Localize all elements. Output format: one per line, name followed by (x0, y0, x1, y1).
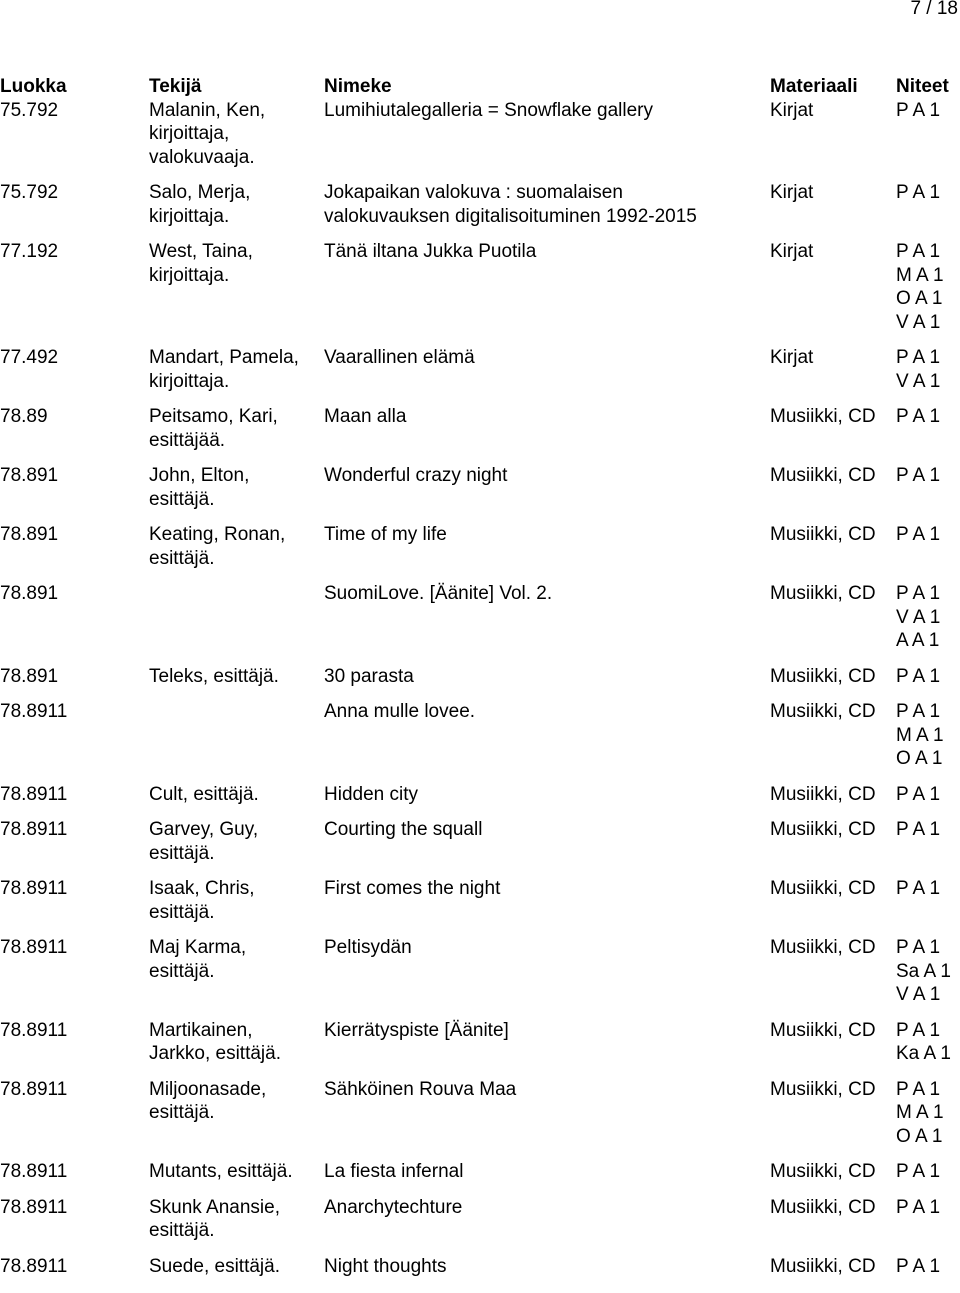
table-row (0, 700, 960, 771)
material-cell: Musiikki, CD (770, 583, 876, 604)
title-cell (324, 877, 770, 901)
notes-cell-line: M A 1 (896, 1102, 944, 1123)
title-cell (324, 783, 770, 807)
author-cell-line: Maj Karma, (149, 937, 247, 958)
author-cell (149, 665, 324, 689)
title-cell-line: Wonderful crazy night (324, 465, 508, 486)
author-cell (149, 1078, 324, 1125)
author-cell (149, 405, 324, 452)
class-cell: 78.8911 (0, 878, 68, 899)
title-cell-line: Maan alla (324, 406, 407, 427)
material-cell: Musiikki, CD (770, 1196, 876, 1218)
title-cell (324, 181, 770, 228)
class-cell: 78.891 (0, 583, 59, 604)
author-cell-line: esittäjä. (149, 842, 215, 864)
table-row (0, 1160, 960, 1184)
author-cell-line: kirjoittaja. (149, 205, 230, 227)
table-body (0, 99, 960, 1279)
notes-cell (896, 99, 960, 123)
table-row (0, 665, 960, 689)
column-header-author: Tekijä (149, 76, 202, 97)
title-cell (324, 346, 770, 370)
author-cell-line: esittäjä. (149, 488, 215, 510)
material-cell: Musiikki, CD (770, 937, 876, 958)
notes-cell-line: A A 1 (896, 630, 940, 651)
notes-cell-line: P A 1 (896, 465, 941, 486)
title-cell-line: Kierrätyspiste [Äänite] (324, 1019, 509, 1041)
author-cell-line: Isaak, Chris, (149, 878, 255, 899)
results-table (0, 75, 960, 1290)
class-cell: 78.8911 (0, 1255, 68, 1277)
class-cell: 78.8911 (0, 937, 68, 958)
notes-cell-line: Sa A 1 (896, 960, 951, 982)
title-cell (324, 1196, 770, 1220)
table-row (0, 1019, 960, 1066)
notes-cell (896, 700, 960, 771)
author-cell-line: Keating, Ronan, (149, 524, 286, 545)
notes-cell-line: M A 1 (896, 264, 944, 286)
notes-cell-line: P A 1 (896, 878, 941, 899)
title-cell (324, 99, 770, 123)
material-cell: Musiikki, CD (770, 665, 876, 687)
author-cell (149, 1255, 324, 1279)
title-cell (324, 1160, 770, 1184)
table-row (0, 582, 960, 653)
material-cell: Kirjat (770, 182, 814, 203)
title-cell (324, 405, 770, 429)
title-cell-line: Hidden city (324, 783, 418, 805)
notes-cell (896, 346, 960, 393)
title-cell-line: Jokapaikan valokuva : suomalaisen (324, 182, 623, 203)
title-cell-line: First comes the night (324, 878, 501, 899)
notes-cell (896, 936, 960, 1007)
title-cell (324, 582, 770, 606)
author-cell-line: Cult, esittäjä. (149, 783, 259, 805)
class-cell: 78.8911 (0, 783, 68, 805)
table-row (0, 936, 960, 1007)
class-cell: 75.792 (0, 182, 59, 203)
table-row (0, 783, 960, 807)
title-cell-line: Anarchytechture (324, 1196, 463, 1218)
page-number: 7 / 18 (910, 0, 958, 19)
material-cell: Musiikki, CD (770, 701, 876, 722)
class-cell: 78.8911 (0, 701, 68, 722)
notes-cell-line: P A 1 (896, 937, 941, 958)
table-row (0, 523, 960, 570)
column-header-class: Luokka (0, 76, 67, 97)
title-cell (324, 1255, 770, 1279)
author-cell (149, 936, 324, 983)
column-header-title: Nimeke (324, 76, 392, 97)
author-cell (149, 240, 324, 287)
notes-cell (896, 464, 960, 488)
class-cell: 78.8911 (0, 1078, 68, 1100)
author-cell (149, 1160, 324, 1184)
author-cell (149, 99, 324, 170)
notes-cell-line: P A 1 (896, 1019, 941, 1041)
title-cell (324, 665, 770, 689)
title-cell-line: Anna mulle lovee. (324, 701, 476, 722)
notes-cell-line: P A 1 (896, 819, 941, 840)
material-cell: Kirjat (770, 241, 814, 262)
author-cell-line: kirjoittaja. (149, 370, 230, 392)
notes-cell-line: P A 1 (896, 182, 941, 203)
material-cell: Musiikki, CD (770, 1078, 876, 1100)
notes-cell (896, 1078, 960, 1149)
author-cell-line: Peitsamo, Kari, (149, 406, 278, 427)
author-cell-line: Skunk Anansie, (149, 1196, 280, 1218)
notes-cell (896, 665, 960, 689)
class-cell: 78.8911 (0, 1019, 68, 1041)
title-cell-line: Vaarallinen elämä (324, 347, 475, 368)
notes-cell (896, 818, 960, 842)
title-cell-line: Time of my life (324, 524, 447, 545)
title-cell (324, 523, 770, 547)
column-header-notes: Niteet (896, 76, 949, 97)
class-cell: 78.89 (0, 406, 48, 427)
title-cell-line: Night thoughts (324, 1255, 447, 1277)
class-cell: 78.891 (0, 465, 59, 486)
author-cell-line: Martikainen, (149, 1019, 253, 1041)
table-row (0, 346, 960, 393)
notes-cell-line: V A 1 (896, 984, 941, 1005)
material-cell: Musiikki, CD (770, 1019, 876, 1041)
author-cell (149, 523, 324, 570)
author-cell-line: Salo, Merja, (149, 182, 251, 203)
title-cell-line: Lumihiutalegalleria = Snowflake gallery (324, 99, 653, 121)
class-cell: 78.8911 (0, 1161, 68, 1182)
title-cell-line: 30 parasta (324, 665, 414, 687)
author-cell (149, 181, 324, 228)
notes-cell-line: V A 1 (896, 311, 941, 333)
notes-cell (896, 877, 960, 901)
table-row (0, 99, 960, 170)
notes-cell (896, 783, 960, 807)
author-cell-line: John, Elton, (149, 465, 250, 486)
material-cell: Musiikki, CD (770, 524, 876, 545)
table-row (0, 240, 960, 334)
table-row (0, 1196, 960, 1243)
author-cell-line: esittäjä. (149, 901, 215, 923)
author-cell-line: Mutants, esittäjä. (149, 1161, 293, 1182)
author-cell (149, 1019, 324, 1066)
table-row (0, 1255, 960, 1279)
title-cell (324, 240, 770, 264)
class-cell: 77.192 (0, 241, 59, 262)
notes-cell (896, 1160, 960, 1184)
title-cell-line: Courting the squall (324, 819, 483, 840)
author-cell-line: Jarkko, esittäjä. (149, 1043, 281, 1064)
class-cell: 78.8911 (0, 1196, 68, 1218)
material-cell: Kirjat (770, 99, 814, 121)
notes-cell-line: P A 1 (896, 783, 941, 805)
class-cell: 78.891 (0, 665, 59, 687)
author-cell-line: esittäjä. (149, 547, 215, 569)
notes-cell-line: P A 1 (896, 99, 941, 121)
notes-cell-line: O A 1 (896, 288, 943, 309)
author-cell (149, 346, 324, 393)
material-cell: Musiikki, CD (770, 819, 876, 840)
material-cell: Musiikki, CD (770, 1161, 876, 1182)
author-cell-line: Suede, esittäjä. (149, 1255, 280, 1277)
notes-cell-line: P A 1 (896, 665, 941, 687)
author-cell (149, 464, 324, 511)
notes-cell-line: P A 1 (896, 1255, 941, 1277)
material-cell: Musiikki, CD (770, 878, 876, 899)
title-cell (324, 464, 770, 488)
notes-cell-line: O A 1 (896, 748, 943, 769)
notes-cell (896, 405, 960, 429)
class-cell: 75.792 (0, 99, 59, 121)
title-cell-line: Sähköinen Rouva Maa (324, 1078, 517, 1100)
notes-cell (896, 1019, 960, 1066)
author-cell-line: esittäjää. (149, 429, 226, 451)
table-header (0, 75, 960, 99)
material-cell: Musiikki, CD (770, 406, 876, 427)
table-row (0, 877, 960, 924)
author-cell-line: esittäjä. (149, 1102, 215, 1123)
notes-cell-line: P A 1 (896, 583, 941, 604)
notes-cell (896, 582, 960, 653)
notes-cell-line: P A 1 (896, 1078, 941, 1100)
author-cell-line: Mandart, Pamela, (149, 347, 299, 368)
title-cell (324, 1078, 770, 1102)
title-cell (324, 700, 770, 724)
title-cell (324, 818, 770, 842)
notes-cell (896, 1255, 960, 1279)
material-cell: Musiikki, CD (770, 465, 876, 486)
author-cell-line: Teleks, esittäjä. (149, 665, 279, 687)
author-cell-line: Miljoonasade, (149, 1078, 267, 1100)
author-cell-line: esittäjä. (149, 960, 215, 982)
author-cell (149, 783, 324, 807)
table-row (0, 1078, 960, 1149)
notes-cell-line: P A 1 (896, 1161, 941, 1182)
column-header-material: Materiaali (770, 76, 858, 97)
notes-cell-line: P A 1 (896, 347, 941, 368)
table-row (0, 464, 960, 511)
notes-cell-line: M A 1 (896, 724, 944, 746)
author-cell-line: Garvey, Guy, (149, 819, 259, 840)
class-cell: 78.891 (0, 524, 59, 545)
material-cell: Musiikki, CD (770, 783, 876, 805)
table-row (0, 818, 960, 865)
author-cell-line: esittäjä. (149, 1220, 215, 1241)
class-cell: 77.492 (0, 347, 59, 368)
notes-cell (896, 240, 960, 334)
author-cell-line: valokuvaaja. (149, 146, 255, 168)
title-cell (324, 1019, 770, 1043)
author-cell-line: kirjoittaja. (149, 264, 230, 286)
material-cell: Musiikki, CD (770, 1255, 876, 1277)
notes-cell (896, 1196, 960, 1220)
title-cell-line: Peltisydän (324, 937, 412, 958)
author-cell (149, 877, 324, 924)
author-cell-line: Malanin, Ken, (149, 99, 266, 121)
title-cell-line: valokuvauksen digitalisoituminen 1992-2015 (324, 205, 697, 227)
notes-cell-line: O A 1 (896, 1125, 943, 1147)
notes-cell-line: V A 1 (896, 606, 941, 628)
notes-cell (896, 181, 960, 205)
table-row (0, 405, 960, 452)
author-cell (149, 1196, 324, 1243)
notes-cell-line: V A 1 (896, 370, 941, 392)
material-cell: Kirjat (770, 347, 814, 368)
table-row (0, 181, 960, 228)
title-cell-line: SuomiLove. [Äänite] Vol. 2. (324, 583, 553, 604)
author-cell (149, 818, 324, 865)
notes-cell-line: P A 1 (896, 524, 941, 545)
class-cell: 78.8911 (0, 819, 68, 840)
notes-cell-line: P A 1 (896, 241, 941, 262)
title-cell-line: Tänä iltana Jukka Puotila (324, 241, 537, 262)
author-cell-line: West, Taina, (149, 241, 253, 262)
title-cell-line: La fiesta infernal (324, 1161, 464, 1182)
notes-cell-line: Ka A 1 (896, 1043, 951, 1064)
notes-cell-line: P A 1 (896, 1196, 941, 1218)
notes-cell-line: P A 1 (896, 701, 941, 722)
notes-cell (896, 523, 960, 547)
author-cell-line: kirjoittaja, (149, 123, 230, 144)
notes-cell-line: P A 1 (896, 406, 941, 427)
title-cell (324, 936, 770, 960)
